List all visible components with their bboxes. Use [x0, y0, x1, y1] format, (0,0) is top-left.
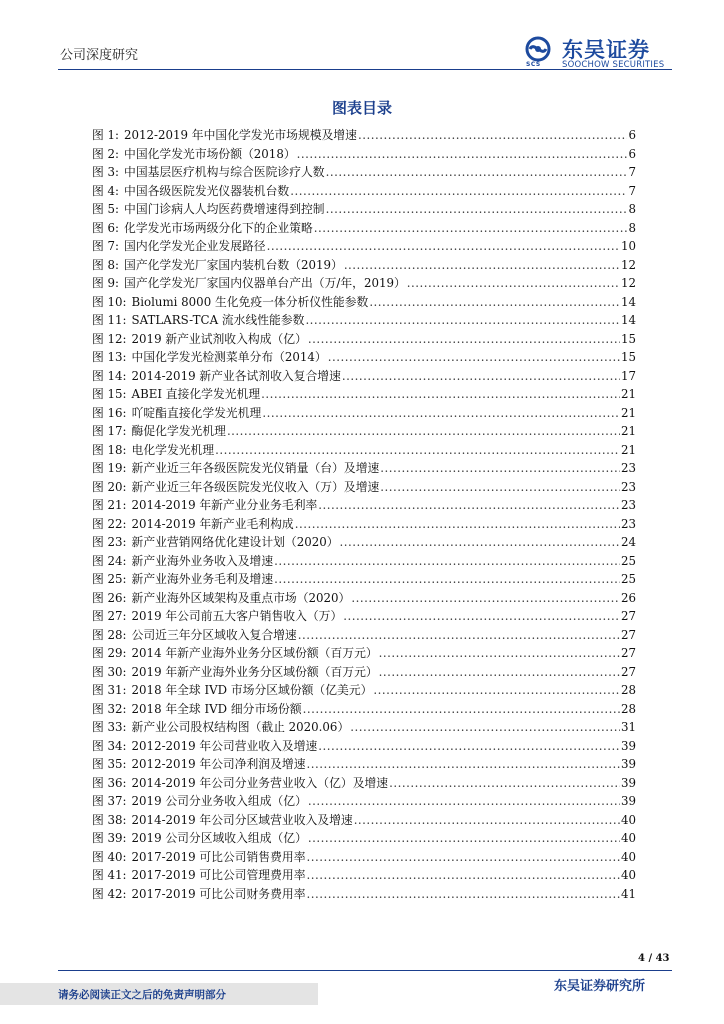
toc-item-leader [340, 533, 620, 552]
toc-item-number: 图 38: [92, 812, 127, 827]
toc-item-number: 图 22: [92, 516, 127, 531]
toc-item-number: 图 10: [92, 294, 127, 309]
toc-item-leader [314, 219, 628, 238]
toc-item-title: 新产业公司股权结构图（截止 2020.06） [131, 720, 350, 734]
toc-item[interactable] [92, 774, 636, 793]
toc-item-title: 中国化学发光市场份额（2018） [124, 146, 296, 161]
toc-item-title: 2014-2019 年新产业分业务毛利率 [131, 498, 318, 512]
toc-item-number: 图 24: [92, 553, 127, 568]
toc-list [92, 126, 636, 903]
toc-item-number: 图 14: [92, 368, 127, 383]
toc-item-page: 14 [620, 294, 636, 309]
toc-item[interactable] [92, 441, 636, 460]
toc-item-number: 图 5: [92, 202, 120, 216]
toc-item-page: 40 [620, 831, 636, 845]
toc-item-title: 新产业营销网络优化建设计划（2020） [131, 535, 339, 549]
toc-item[interactable] [92, 644, 636, 663]
toc-item-title: 新产业近三年各级医院发光仪收入（万）及增速 [131, 479, 380, 494]
toc-item-title: 2012-2019 年公司营业收入及增速 [131, 738, 318, 753]
toc-item-leader [307, 885, 620, 904]
toc-item-leader [342, 367, 620, 386]
toc-item-title: 新产业近三年各级医院发光仪销量（台）及增速 [131, 461, 380, 475]
toc-item-leader [358, 126, 628, 145]
toc-item-title: 国内化学发光企业发展路径 [124, 239, 266, 253]
toc-item[interactable] [92, 570, 636, 589]
toc-item-leader [326, 163, 628, 182]
footer-institute: 东吴证券研究所 [554, 979, 646, 994]
toc-item[interactable] [92, 126, 636, 145]
toc-title: 图表目录 [331, 99, 392, 117]
toc-item-page: 12 [620, 276, 636, 290]
toc-item-title: 酶促化学发光机理 [131, 424, 226, 438]
toc-item-page: 39 [620, 794, 636, 808]
toc-item-title: ABEI 直接化学发光机理 [131, 387, 261, 401]
toc-item-leader [350, 718, 620, 737]
header-divider [58, 69, 672, 70]
toc-item-title: 2014-2019 新产业各试剂收入复合增速 [131, 368, 341, 383]
toc-item-leader [261, 385, 620, 404]
toc-item[interactable] [92, 145, 636, 164]
toc-item-title: 新产业海外业务收入及增速 [131, 553, 274, 568]
toc-item-leader [303, 700, 620, 719]
toc-item-title: 2019 新产业试剂收入构成（亿） [131, 331, 307, 346]
toc-item-number: 图 35: [92, 757, 127, 771]
toc-item-page: 25 [620, 553, 636, 568]
toc-item-leader [407, 274, 620, 293]
toc-item[interactable] [92, 811, 636, 830]
toc-item-title: 中国各级医院发光仪器装机台数 [124, 183, 290, 198]
toc-item-title: 2012-2019 年公司净利润及增速 [131, 757, 306, 771]
toc-item-title: 公司近三年分区域收入复合增速 [131, 627, 297, 642]
toc-item-title: 2018 年全球 IVD 细分市场份额 [131, 701, 302, 716]
toc-item-title: 2017-2019 可比公司销售费用率 [131, 849, 306, 864]
toc-item-page: 23 [620, 479, 636, 494]
toc-item-leader [262, 404, 620, 423]
toc-item-number: 图 11: [92, 313, 127, 327]
toc-item-leader [380, 478, 620, 497]
toc-item-title: 国产化学发光厂家国内仪器单台产出（万/年，2019） [124, 276, 406, 290]
toc-item-page: 27 [620, 627, 636, 642]
toc-item-title: 2012-2019 年中国化学发光市场规模及增速 [124, 128, 357, 142]
toc-item-number: 图 4: [92, 183, 120, 198]
toc-item[interactable] [92, 237, 636, 256]
toc-item-leader [308, 792, 620, 811]
toc-item-title: 2017-2019 可比公司财务费用率 [131, 886, 306, 901]
toc-item-title: 2014-2019 年公司分业务营业收入（亿）及增速 [131, 775, 389, 790]
toc-item-page: 21 [620, 405, 636, 420]
toc-item-page: 39 [620, 738, 636, 753]
toc-item-title: Biolumi 8000 生化免疫一体分析仪性能参数 [131, 294, 369, 309]
toc-item-number: 图 15: [92, 387, 127, 401]
toc-item-number: 图 3: [92, 165, 120, 179]
toc-item-number: 图 27: [92, 609, 127, 623]
toc-item-page: 40 [620, 868, 636, 882]
toc-item[interactable] [92, 515, 636, 534]
toc-item-page: 7 [628, 183, 636, 198]
toc-item[interactable] [92, 496, 636, 515]
toc-item-leader [380, 459, 620, 478]
toc-item-number: 图 20: [92, 479, 127, 494]
toc-item-leader [351, 589, 620, 608]
toc-item-number: 图 29: [92, 646, 127, 660]
toc-item-number: 图 7: [92, 239, 120, 253]
toc-item-number: 图 42: [92, 886, 127, 901]
toc-item-page: 41 [620, 886, 636, 901]
page-indicator: 4 / 43 [638, 953, 670, 964]
toc-item[interactable] [92, 311, 636, 330]
toc-item[interactable] [92, 422, 636, 441]
toc-item-leader [307, 866, 620, 885]
toc-item-number: 图 23: [92, 535, 127, 549]
toc-item-leader [369, 293, 620, 312]
toc-item-page: 39 [620, 775, 636, 790]
toc-item-title: 2014-2019 年新产业毛利构成 [131, 516, 294, 531]
toc-item-page: 6 [628, 146, 636, 161]
toc-item-page: 21 [620, 442, 636, 457]
toc-item[interactable] [92, 385, 636, 404]
toc-item-leader [318, 737, 620, 756]
toc-item[interactable] [92, 404, 636, 423]
toc-item-page: 7 [628, 165, 636, 179]
toc-item-title: 2019 公司分业务收入组成（亿） [131, 794, 307, 808]
toc-item[interactable] [92, 348, 636, 367]
toc-item-page: 27 [620, 664, 636, 679]
toc-item-number: 图 26: [92, 590, 127, 605]
toc-item[interactable] [92, 681, 636, 700]
toc-item-leader [227, 422, 620, 441]
toc-item-leader [354, 811, 620, 830]
logo-cn-text: 东吴证券 [562, 38, 650, 62]
toc-item-page: 28 [620, 701, 636, 716]
brand-logo [524, 34, 674, 72]
toc-item-title: 国产化学发光厂家国内装机台数（2019） [124, 257, 343, 272]
toc-item-number: 图 12: [92, 331, 127, 346]
toc-item-page: 23 [620, 461, 636, 475]
toc-item-leader [215, 441, 620, 460]
toc-item-page: 40 [620, 849, 636, 864]
toc-item[interactable] [92, 552, 636, 571]
toc-item[interactable] [92, 589, 636, 608]
toc-item[interactable] [92, 626, 636, 645]
header-section-label: 公司深度研究 [60, 48, 139, 63]
toc-item-number: 图 17: [92, 424, 127, 438]
toc-item[interactable] [92, 792, 636, 811]
toc-item-page: 39 [620, 757, 636, 771]
toc-item-leader [305, 311, 620, 330]
toc-item-page: 24 [620, 535, 636, 549]
toc-item-leader [326, 200, 628, 219]
toc-item[interactable] [92, 219, 636, 238]
toc-item-title: 中国门诊病人人均医药费增速得到控制 [124, 202, 325, 216]
toc-item-leader [373, 681, 620, 700]
toc-item[interactable] [92, 256, 636, 275]
toc-item[interactable] [92, 163, 636, 182]
footer-disclaimer: 请务必阅读正文之后的免责声明部分 [58, 989, 226, 1001]
toc-item-page: 26 [620, 590, 636, 605]
toc-item-leader [379, 644, 620, 663]
logo-en-text: SOOCHOW SECURITIES [562, 60, 665, 70]
footer-disclaimer-bar [0, 983, 318, 1005]
toc-item-number: 图 19: [92, 461, 127, 475]
toc-item-leader [328, 348, 620, 367]
toc-item-title: 吖啶酯直接化学发光机理 [131, 405, 262, 420]
toc-item-leader [267, 237, 620, 256]
toc-item[interactable] [92, 737, 636, 756]
toc-item-number: 图 33: [92, 720, 127, 734]
toc-item-number: 图 34: [92, 738, 127, 753]
toc-item-page: 27 [620, 609, 636, 623]
toc-item-page: 31 [620, 720, 636, 734]
toc-item[interactable] [92, 755, 636, 774]
toc-item-page: 25 [620, 572, 636, 586]
toc-item-page: 6 [628, 128, 636, 142]
toc-item-leader [379, 663, 620, 682]
toc-item-number: 图 21: [92, 498, 127, 512]
toc-item-page: 12 [620, 257, 636, 272]
toc-item-title: 化学发光市场两级分化下的企业策略 [124, 220, 313, 235]
toc-item-leader [274, 570, 620, 589]
toc-item[interactable] [92, 182, 636, 201]
toc-item-leader [290, 182, 627, 201]
toc-item-page: 8 [628, 202, 636, 216]
toc-item[interactable] [92, 866, 636, 885]
toc-item-leader [274, 552, 620, 571]
toc-item-number: 图 16: [92, 405, 127, 420]
toc-item-number: 图 1: [92, 128, 120, 142]
toc-item-page: 21 [620, 387, 636, 401]
toc-item-number: 图 18: [92, 442, 127, 457]
toc-item-number: 图 13: [92, 350, 127, 364]
toc-item-page: 15 [620, 350, 636, 364]
toc-item-page: 14 [620, 313, 636, 327]
toc-item-leader [297, 145, 628, 164]
toc-item-title: 2014 年新产业海外业务分区域份额（百万元） [131, 646, 378, 660]
toc-item[interactable] [92, 829, 636, 848]
toc-item-title: 2018 年全球 IVD 市场分区域份额（亿美元） [131, 683, 373, 697]
toc-item-number: 图 2: [92, 146, 120, 161]
toc-item-leader [295, 515, 620, 534]
toc-item-page: 28 [620, 683, 636, 697]
toc-item-number: 图 40: [92, 849, 127, 864]
toc-item-page: 15 [620, 331, 636, 346]
toc-item-leader [344, 256, 620, 275]
toc-item-page: 8 [628, 220, 636, 235]
toc-item[interactable] [92, 200, 636, 219]
toc-item-number: 图 28: [92, 627, 127, 642]
toc-item[interactable] [92, 459, 636, 478]
toc-item-leader [318, 496, 620, 515]
toc-item[interactable] [92, 293, 636, 312]
toc-item-number: 图 6: [92, 220, 120, 235]
toc-item-page: 21 [620, 424, 636, 438]
toc-item-page: 10 [620, 239, 636, 253]
toc-item[interactable] [92, 367, 636, 386]
toc-item-number: 图 9: [92, 276, 120, 290]
toc-item-title: 2019 年公司前五大客户销售收入（万） [131, 609, 343, 623]
toc-item-number: 图 32: [92, 701, 127, 716]
toc-item-number: 图 37: [92, 794, 127, 808]
toc-item-number: 图 36: [92, 775, 127, 790]
toc-item-leader [298, 626, 620, 645]
toc-item-number: 图 41: [92, 868, 127, 882]
logo-abbr: SCS [526, 61, 541, 68]
toc-item[interactable] [92, 700, 636, 719]
toc-item-page: 27 [620, 646, 636, 660]
toc-item-number: 图 31: [92, 683, 127, 697]
toc-item-leader [307, 755, 620, 774]
toc-item-number: 图 30: [92, 664, 127, 679]
toc-item-page: 17 [620, 368, 636, 383]
toc-item[interactable] [92, 663, 636, 682]
toc-item[interactable] [92, 607, 636, 626]
toc-item-leader [389, 774, 620, 793]
toc-item[interactable] [92, 848, 636, 867]
toc-item-number: 图 25: [92, 572, 127, 586]
toc-item[interactable] [92, 533, 636, 552]
toc-item[interactable] [92, 478, 636, 497]
toc-item[interactable] [92, 330, 636, 349]
toc-item-leader [308, 330, 620, 349]
toc-item[interactable] [92, 274, 636, 293]
toc-item[interactable] [92, 718, 636, 737]
toc-item-page: 40 [620, 812, 636, 827]
toc-item-page: 23 [620, 498, 636, 512]
toc-item-title: 新产业海外区域架构及重点市场（2020） [131, 590, 351, 605]
toc-item-title: 2019 公司分区域收入组成（亿） [131, 831, 307, 845]
toc-item-page: 23 [620, 516, 636, 531]
toc-item-title: 电化学发光机理 [131, 442, 215, 457]
toc-item-title: 2014-2019 年公司分区域营业收入及增速 [131, 812, 353, 827]
toc-item-leader [307, 848, 620, 867]
toc-item-number: 图 39: [92, 831, 127, 845]
toc-item-title: 2019 年新产业海外业务分区域份额（百万元） [131, 664, 378, 679]
toc-item-title: 中国化学发光检测菜单分布（2014） [131, 350, 327, 364]
toc-item-leader [308, 829, 620, 848]
toc-item[interactable] [92, 885, 636, 904]
toc-item-title: SATLARS-TCA 流水线性能参数 [131, 313, 305, 327]
footer-divider [58, 970, 672, 971]
toc-item-number: 图 8: [92, 257, 120, 272]
toc-item-title: 中国基层医疗机构与综合医院诊疗人数 [124, 165, 325, 179]
toc-item-title: 新产业海外业务毛利及增速 [131, 572, 274, 586]
toc-item-title: 2017-2019 可比公司管理费用率 [131, 868, 306, 882]
toc-item-leader [343, 607, 620, 626]
